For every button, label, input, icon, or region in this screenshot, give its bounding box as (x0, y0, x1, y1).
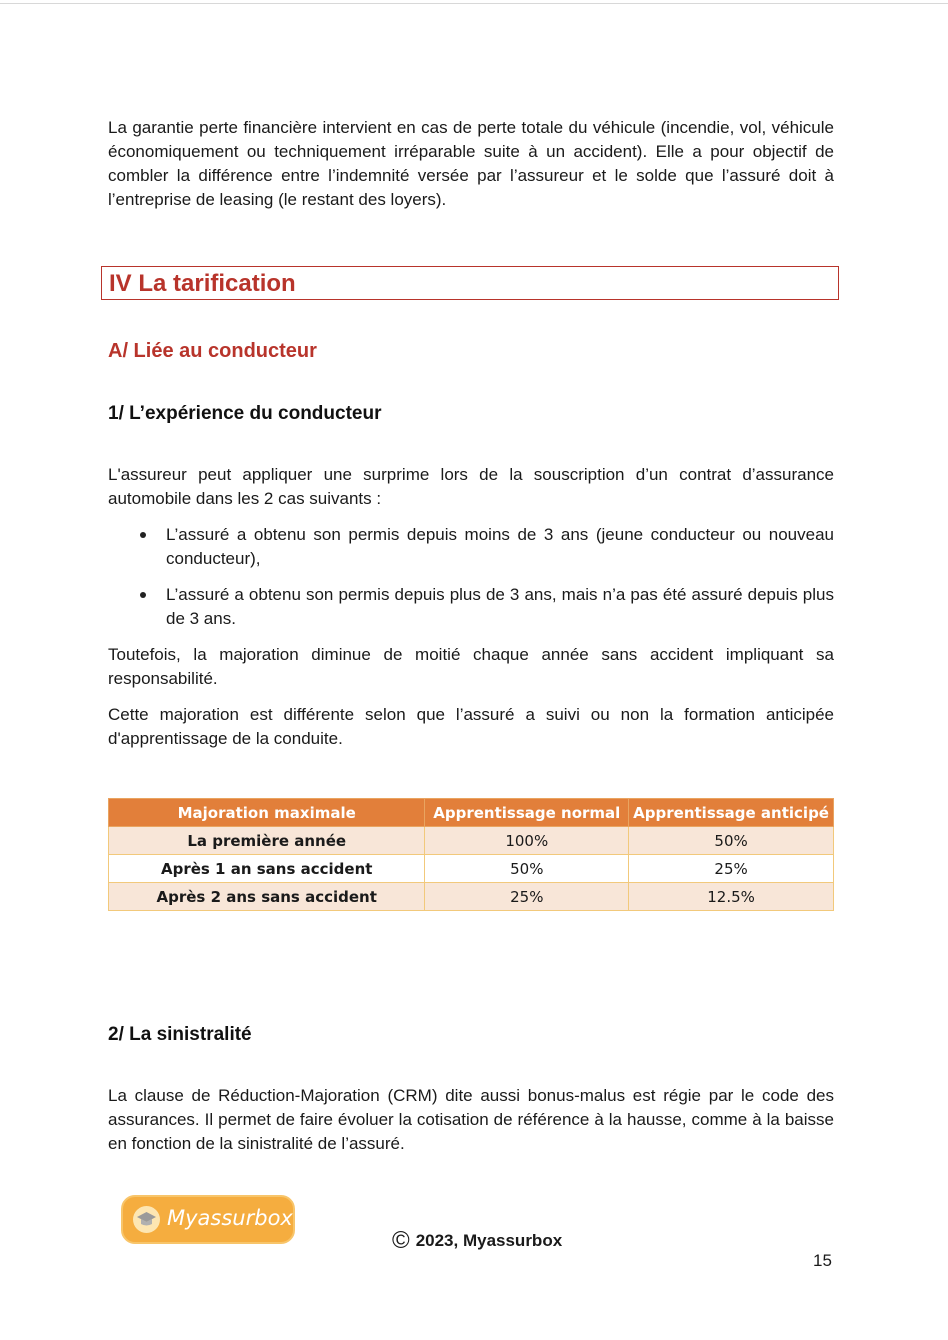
bullet-text: L’assuré a obtenu son permis depuis plus de 3 ans, mais n’a pas été assuré depuis plus de 3 ans. (166, 585, 834, 628)
page-number: 15 (813, 1251, 832, 1270)
bullet-text: L’assuré a obtenu son permis depuis moins de 3 ans (jeune conducteur ou nouveau conducteur), (166, 525, 834, 568)
table-cell: 50% (629, 827, 834, 855)
tarification-table (108, 798, 834, 911)
footer-copyright (392, 1227, 562, 1255)
logo-text: Myassurbox (167, 1206, 293, 1230)
paragraph-experience: L'assureur peut appliquer une surprime lors de la souscription d’un contrat d’assurance automobile dans les 2 cas suivants : (108, 465, 834, 508)
table-header-cell: Apprentissage normal (425, 799, 629, 827)
heading-sinistralite: 2/ La sinistralité (108, 1024, 252, 1045)
graduation-cap-icon (133, 1206, 160, 1233)
table-row-label: La première année (109, 827, 425, 855)
table-row (109, 855, 834, 883)
table-header-cell: Apprentissage anticipé (629, 799, 834, 827)
table-row-label: Après 2 ans sans accident (109, 883, 425, 911)
section-title: IV La tarification (109, 270, 296, 297)
heading-experience: 1/ L’expérience du conducteur (108, 403, 382, 424)
bullet-item (108, 523, 834, 571)
bullet-dot-icon (140, 532, 146, 538)
paragraph-cette: Cette majoration est différente selon que l’assuré a suivi ou non la formation anticipée d'apprentissage de la conduite. (108, 705, 834, 748)
paragraph-toutefois: Toutefois, la majoration diminue de moitié chaque année sans accident impliquant sa responsabilité. (108, 645, 834, 688)
table-row (109, 827, 834, 855)
table-cell: 25% (629, 855, 834, 883)
top-divider (0, 3, 948, 4)
table-cell: 100% (425, 827, 629, 855)
table-row-label: Après 1 an sans accident (109, 855, 425, 883)
table-row (109, 883, 834, 911)
table-header-cell: Majoration maximale (109, 799, 425, 827)
bullet-item (108, 583, 834, 631)
copyright-text: 2023, Myassurbox (415, 1231, 563, 1250)
section-title-box (101, 266, 839, 300)
bullet-dot-icon (140, 592, 146, 598)
subsection-title: A/ Liée au conducteur (108, 340, 317, 362)
table-cell: 25% (425, 883, 629, 911)
bullet-list (108, 523, 834, 643)
myassurbox-logo (121, 1195, 295, 1244)
table-cell: 50% (425, 855, 629, 883)
copyright-icon: © (392, 1227, 410, 1254)
table-header-row (109, 799, 834, 827)
intro-paragraph: La garantie perte financière intervient en cas de perte totale du véhicule (incendie, vol, véhicule économiquement ou techniquement irréparable suite à un accident). Elle a pour objectif de combler la différence entre l’indemnité versée par l’assureur et le solde que l’assuré doit à l’entreprise de leasing (le restant des loyers). (108, 118, 834, 209)
table-cell: 12.5% (629, 883, 834, 911)
paragraph-crm: La clause de Réduction-Majoration (CRM) dite aussi bonus-malus est régie par le code des assurances. Il permet de faire évoluer la cotisation de référence à la hausse, comme à la baisse en fonction de la sinistralité de l’assuré. (108, 1086, 834, 1153)
